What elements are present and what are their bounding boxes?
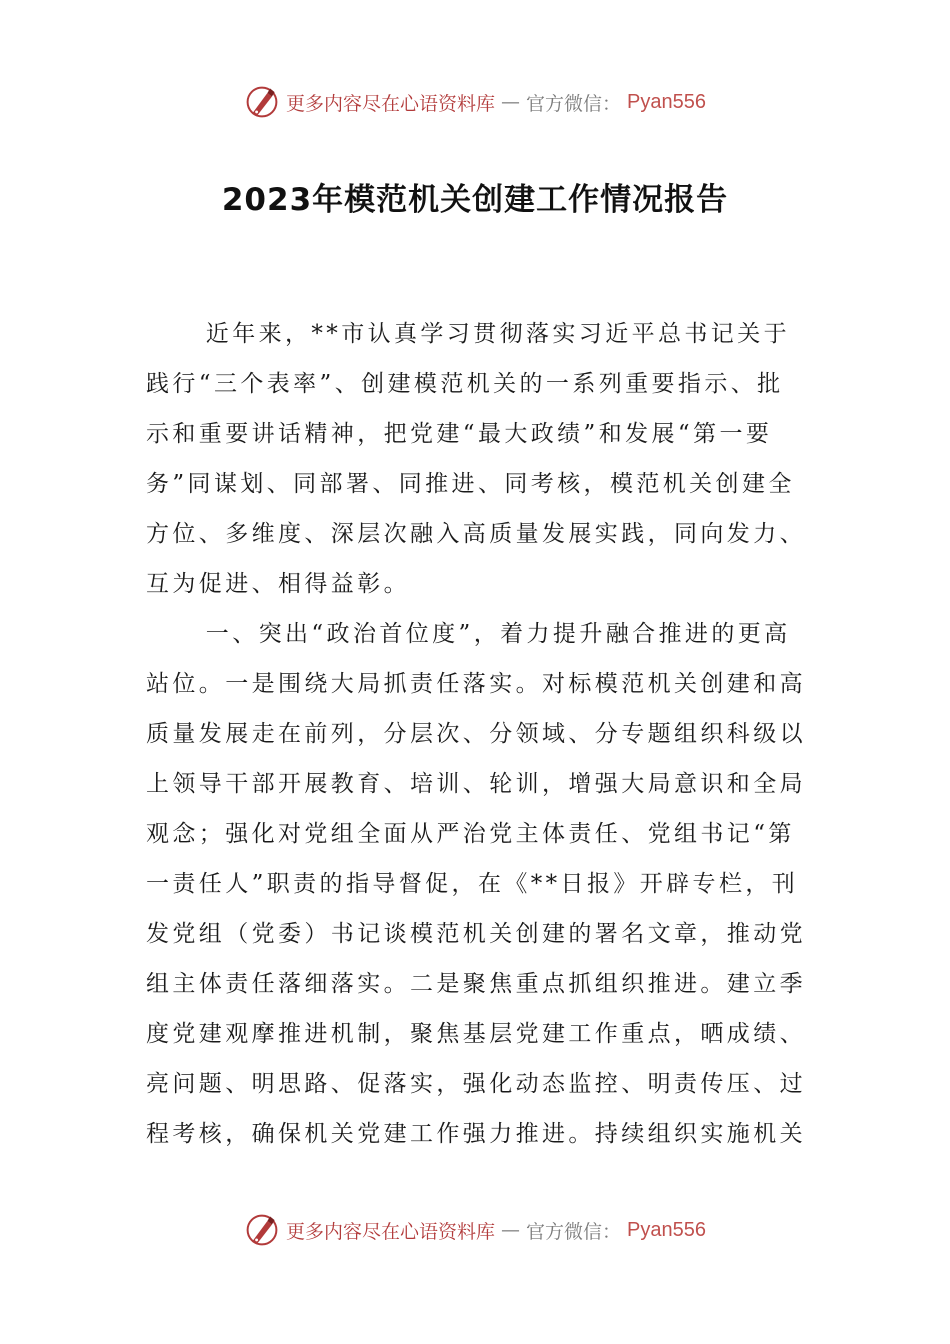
header-watermark-banner bbox=[0, 82, 950, 122]
document-title: 2023年模范机关创建工作情况报告 bbox=[221, 182, 729, 218]
paragraph-section-1: 一、突出“政治首位度”，着力提升融合推进的更高站位。一是围绕大局抓责任落实。对标模范机关创建和高质量发展走在前列，分层次、分领域、分专题组织科级以上领导干部开展教育、培训、轮训，增强大局意识和全局观念；强化对党组全面从严治党主体责任、党组书记“第一责任人”职责的指导督促，在《**日报》开辟专栏，刊发党组（党委）书记谈模范机关创建的署名文章，推动党组主体责任落细落实。二是聚焦重点抓组织推进。建立季度党建观摩推进机制，聚焦基层党建工作重点，晒成绩、亮问题、明思路、促落实，强化动态监控、明责传压、过程考核，确保机关党建工作强力推进。持续组织实施机关 bbox=[146, 621, 806, 1147]
banner-wechat-id: Pyan556 bbox=[627, 90, 706, 113]
banner-wechat-label: 官方微信： bbox=[526, 92, 622, 115]
banner-separator: — bbox=[501, 1219, 521, 1241]
document-body bbox=[146, 309, 808, 1159]
footer-watermark-banner bbox=[0, 1210, 950, 1250]
banner-wechat-label: 官方微信： bbox=[526, 1220, 622, 1243]
paragraph-intro: 近年来，**市认真学习贯彻落实习近平总书记关于践行“三个表率”、创建模范机关的一系列重要指示、批示和重要讲话精神，把党建“最大政绩”和发展“第一要务”同谋划、同部署、同推进、同考核，模范机关创建全方位、多维度、深层次融入高质量发展实践，同向发力、互为促进、相得益彰。 bbox=[146, 321, 806, 597]
pen-nib-logo-icon bbox=[244, 84, 280, 120]
banner-slogan: 更多内容尽在心语资料库 bbox=[286, 92, 496, 115]
banner-wechat-id: Pyan556 bbox=[627, 1218, 706, 1241]
banner-separator: — bbox=[501, 91, 521, 113]
banner-slogan: 更多内容尽在心语资料库 bbox=[286, 1220, 496, 1243]
pen-nib-logo-icon bbox=[244, 1212, 280, 1248]
